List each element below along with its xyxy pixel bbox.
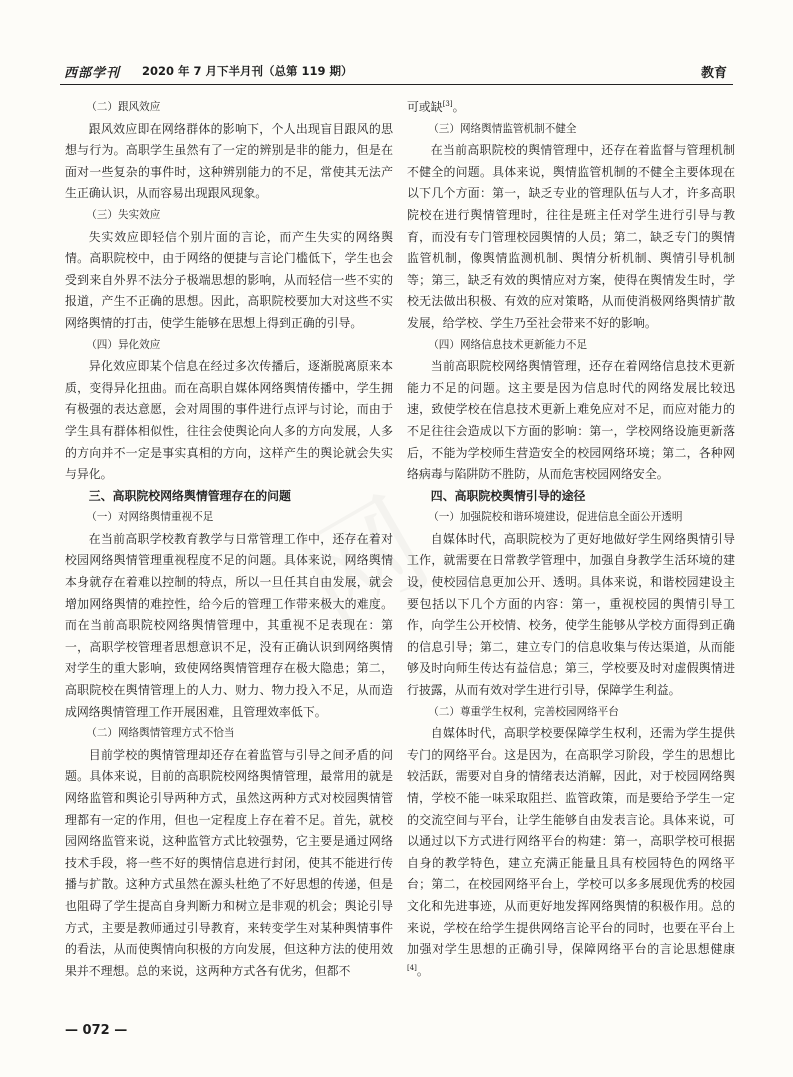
section-label: 教育 bbox=[700, 66, 727, 81]
paragraph: 失实效应即轻信个别片面的言论，而产生失实的网络舆情。高职院校中，由于网络的便捷与言论门槛低下，学生也会受到来自外界不法分子极端思想的影响，从而轻信一些不实的报道，产生不正确的思想。因此，高职院校要加大对这些不实网络舆情的打击，使学生能够在思想上得到正确的引导。 bbox=[65, 229, 393, 330]
header-rule bbox=[60, 84, 733, 85]
paragraph: 跟风效应即在网络群体的影响下，个人出现盲目跟风的思想与行为。高职学生虽然有了一定的辨别是非的能力，但是在面对一些复杂的事件时，这种辨别能力的不足，常使其无法产生正确认识，从而容易出现跟风现象。 bbox=[65, 121, 393, 201]
subsection-heading: （二）网络舆情管理方式不恰当 bbox=[86, 727, 235, 740]
paragraph-text: 。 bbox=[452, 100, 465, 114]
citation-marker: [4] bbox=[407, 963, 417, 972]
subsection-heading: （一）对网络舆情重视不足 bbox=[86, 511, 214, 524]
page-header bbox=[60, 58, 733, 84]
paragraph-text: 可或缺 bbox=[407, 100, 443, 114]
paragraph: 当前高职院校网络舆情管理，还存在着网络信息技术更新能力不足的问题。这主要是因为信息时代的网络发展比较迅速，致使学校在信息技术更新上难免应对不足，而应对能力的不足往往会造成以下方面的影响：第一，学校网络设施更新落后，不能为学校师生营造安全的校园网络环境；第二，各种网络病毒与陷阱防不胜防，从而危害校园网络安全。 bbox=[407, 359, 735, 482]
subsection-heading: （二）尊重学生权利，完善校园网络平台 bbox=[428, 705, 619, 718]
paragraph: 异化效应即某个信息在经过多次传播后，逐渐脱离原来本质，变得异化扭曲。而在高职自媒体网络舆情传播中，学生拥有极强的表达意愿，会对周围的事件进行点评与讨论，而由于学生具有群体相似性，往往会使舆论向人多的方向发展，人多的方向并不一定是事实真相的方向，这样产生的舆论就会失实与异化。 bbox=[65, 359, 393, 482]
subsection-heading: （三）失实效应 bbox=[86, 208, 161, 221]
subsection-heading: （一）加强院校和谐环境建设，促进信息全面公开透明 bbox=[428, 511, 683, 524]
right-column bbox=[407, 97, 735, 982]
subsection-heading: （三）网络舆情监管机制不健全 bbox=[428, 122, 577, 135]
section-heading: 三、高职院校网络舆情管理存在的问题 bbox=[88, 488, 291, 503]
section-heading: 四、高职院校舆情引导的途径 bbox=[430, 488, 586, 503]
subsection-heading: （四）异化效应 bbox=[86, 338, 161, 351]
journal-logo: 西部学刊 bbox=[64, 66, 121, 81]
paragraph: 目前学校的舆情管理却还存在着监管与引导之间矛盾的问题。具体来说，目前的高职院校网络舆情管理，最常用的就是网络监管和舆论引导两种方式，虽然这两种方式对校园舆情管理都有一定的作用，但也一定程度上存在着不足。首先，就校园网络监管来说，这种监管方式比较强势，它主要是通过网络技术手段，将一些不好的舆情信息进行封闭，使其不能进行传播与扩散。这种方式虽然在源头杜绝了不好思想的传递，但是也阻碍了学生提高自身判断力和树立是非观的机会；舆论引导方式，主要是教师通过引导教育，来转变学生对某种舆情事件的看法，从而使舆情向积极的方向发展，但这种方法的使用效果并不理想。总的来说，这两种方式各有优劣，但都不 bbox=[65, 747, 393, 978]
paragraph: 在当前高职院校的舆情管理中，还存在着监督与管理机制不健全的问题。具体来说，舆情监管机制的不健全主要体现在以下几个方面：第一，缺乏专业的管理队伍与人才，许多高职院校在进行舆情管理时，往往是班主任对学生进行引导与教育，而没有专门管理校园舆情的人员；第二，缺乏专门的舆情监管机制，像舆情监测机制、舆情分析机制、舆情引导机制等；第三，缺乏有效的舆情应对方案，使得在舆情发生时，学校无法做出积极、有效的应对策略，从而使消极网络舆情扩散发展，给学校、学生乃至社会带来不好的影响。 bbox=[407, 143, 735, 330]
citation-marker: [3] bbox=[442, 100, 453, 109]
paragraph bbox=[407, 723, 735, 982]
paragraph-text: 。 bbox=[416, 963, 429, 978]
subsection-heading: （四）网络信息技术更新能力不足 bbox=[428, 338, 588, 351]
paragraph: 在当前高职学校教育教学与日常管理工作中，还存在着对校园网络舆情管理重视程度不足的问题。具体来说，网络舆情本身就存在着难以控制的特点，所以一旦任其自由发展，就会增加网络舆情的难控性，给今后的管理工作带来极大的难度。而在当前高职院校网络舆情管理中，其重视不足表现在：第一，高职学校管理者思想意识不足，没有正确认识到网络舆情对学生的重大影响，致使网络舆情管理存在极大隐患；第二，高职院校在舆情管理上的人力、财力、物力投入不足，从而造成网络舆情管理工作开展困难，且管理效率低下。 bbox=[65, 531, 393, 719]
issue-info: 2020 年 7 月下半月刊（总第 119 期） bbox=[142, 64, 353, 78]
subsection-heading: （二）跟风效应 bbox=[86, 101, 161, 113]
paragraph: 自媒体时代，高职院校为了更好地做好学生网络舆情引导工作，就需要在日常教学管理中，加强自身教学生活环境的建设，使校园信息更加公开、透明。具体来说，和谐校园建设主要包括以下几个方面的内容：第一，重视校园的舆情引导工作，向学生公开校情、校务，使学生能够从学校方面得到正确的信息引导；第二，建立专门的信息收集与传达渠道，从而能够及时向师生传达有益信息；第三，学校要及时对虚假舆情进行披露，从而有效对学生进行引导，保障学生利益。 bbox=[407, 531, 735, 698]
paragraph bbox=[407, 97, 735, 119]
paragraph-text: 自媒体时代，高职学校要保障学生权利，还需为学生提供专门的网络平台。这是因为，在高职学习阶段，学生的思想比较活跃，需要对自身的情绪表达消解，因此，对于校园网络舆情，学校不能一味采取阻拦、监管政策，而是要给予学生一定的交流空间与平台，让学生能够自由发表言论。具体来说，可以通过以下方式进行网络平台的构建：第一，高职学校可根据自身的教学特色，建立充满正能量且具有校园特色的网络平台；第二，在校园网络平台上，学校可以多多展现优秀的校园文化和先进事迹，从而更好地发挥网络舆情的积极作用。总的来说，学校在给学生提供网络言论平台的同时，也要在平台上加强对学生思想的正确引导，保障网络平台的言论思想健康 bbox=[407, 726, 735, 957]
page-number: — 072 — bbox=[65, 1023, 128, 1038]
left-column bbox=[65, 97, 393, 982]
